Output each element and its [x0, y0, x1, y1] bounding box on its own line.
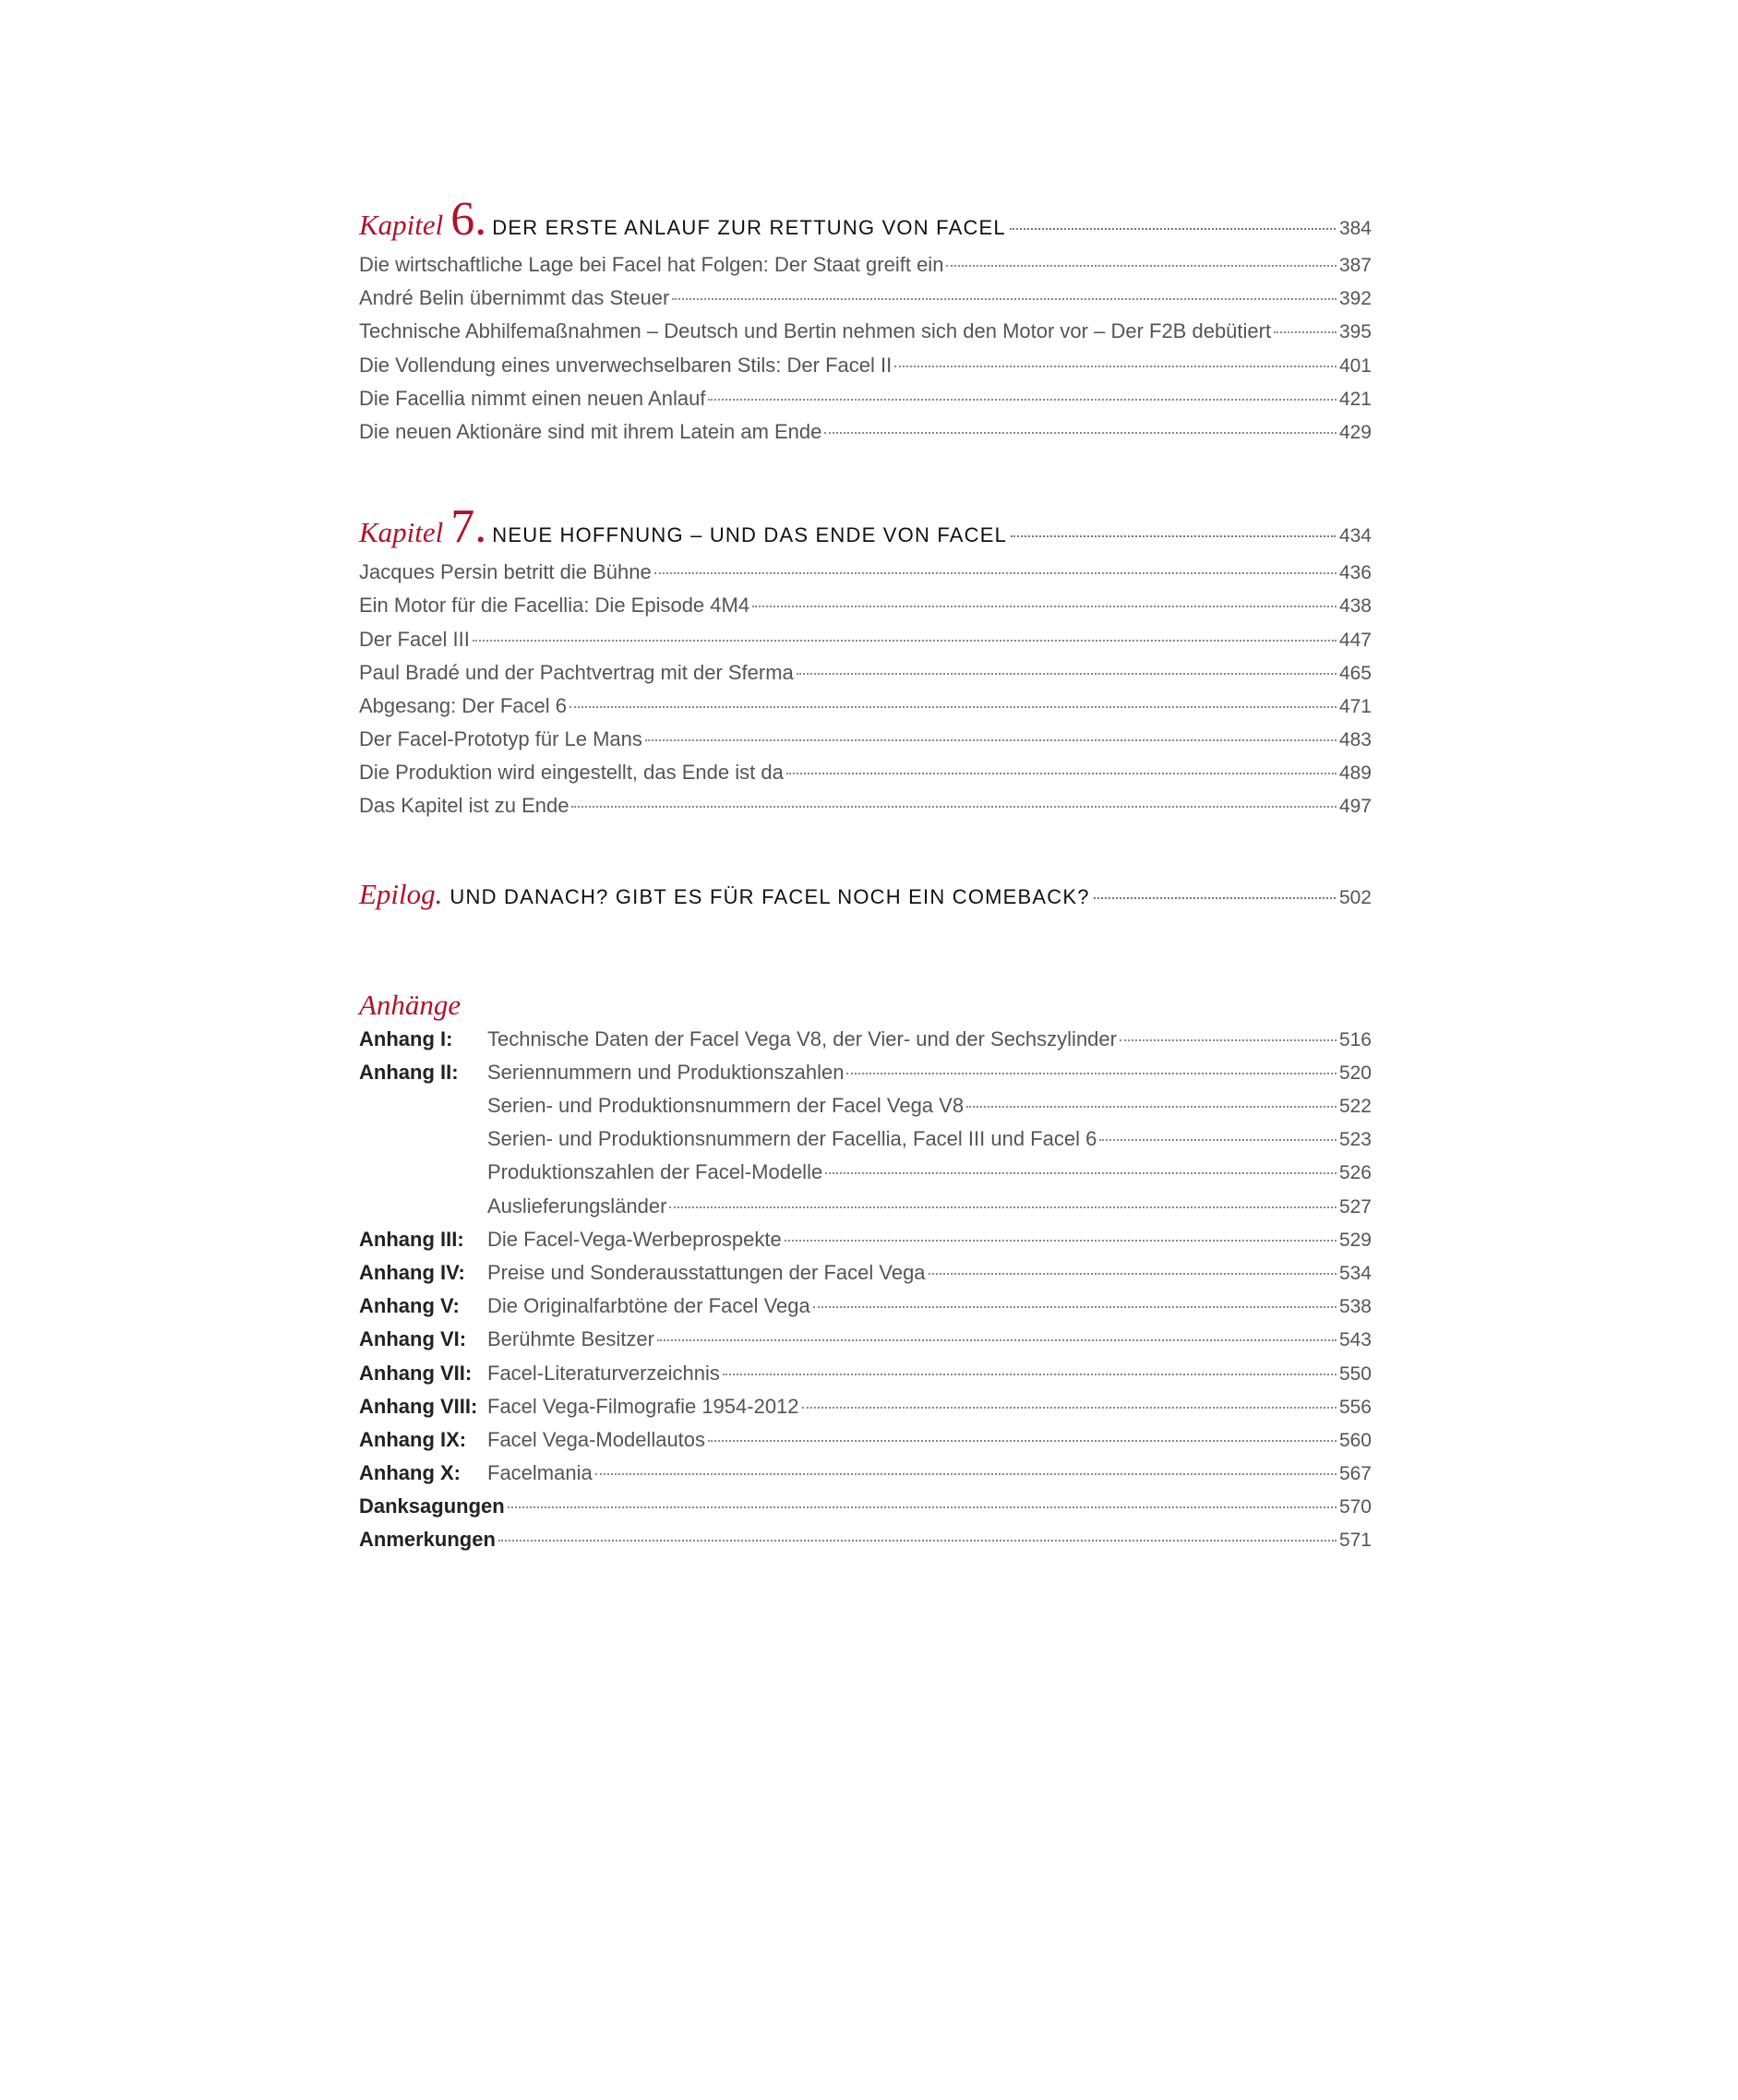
page-number: 489: [1338, 762, 1372, 785]
annex-title: Produktionszahlen der Facel-Modelle: [487, 1160, 823, 1184]
annex-entry[interactable]: [359, 1027, 1372, 1061]
entry-title: Ein Motor für die Facellia: Die Episode 4M4: [359, 594, 750, 618]
spacer: [359, 935, 1372, 983]
dot-leader: [824, 432, 1336, 434]
toc-entry[interactable]: [359, 253, 1372, 286]
annex-entry[interactable]: [359, 1160, 1372, 1194]
annex-title: Die Originalfarbtöne der Facel Vega: [487, 1294, 810, 1318]
page-number: 567: [1338, 1463, 1372, 1485]
annex-entry[interactable]: [359, 1261, 1372, 1294]
entry-title: Die wirtschaftliche Lage bei Facel hat Folgen: Der Staat greift ein: [359, 253, 944, 276]
page-number: 401: [1338, 354, 1372, 377]
annex-label: Anhang VI:: [359, 1327, 467, 1351]
page-number: 522: [1338, 1096, 1372, 1117]
dot-leader: [708, 399, 1336, 401]
page-number: 550: [1338, 1362, 1372, 1385]
entry-title: Danksagungen: [359, 1494, 505, 1518]
dot-leader: [654, 572, 1336, 574]
dot-leader: [508, 1506, 1336, 1508]
page-number: 529: [1338, 1229, 1372, 1251]
annex-title: Auslieferungsländer: [487, 1194, 667, 1218]
page-number: 387: [1338, 255, 1372, 276]
dot-leader: [1011, 535, 1336, 537]
dot-leader: [802, 1407, 1336, 1409]
page-number: 516: [1338, 1028, 1372, 1050]
chapter-number: 7.: [450, 500, 487, 554]
annex-label: Anhang I:: [359, 1026, 453, 1050]
toc-entry[interactable]: [359, 661, 1372, 694]
page-number: 429: [1338, 421, 1372, 443]
annex-entry[interactable]: [359, 1461, 1372, 1494]
chapter-label: Kapitel: [359, 516, 444, 549]
page-number: 384: [1338, 218, 1372, 239]
annex-label: Anhang II:: [359, 1060, 459, 1084]
epilog-heading[interactable]: [359, 878, 1372, 935]
dot-leader: [1099, 1139, 1336, 1141]
toc-entry[interactable]: [359, 319, 1372, 353]
dot-leader: [786, 773, 1336, 774]
dot-leader: [595, 1473, 1336, 1475]
dot-leader: [473, 640, 1336, 642]
page-number: 520: [1338, 1062, 1372, 1084]
toc-entry[interactable]: [359, 594, 1372, 627]
entry-title: Technische Abhilfemaßnahmen – Deutsch und Bertin nehmen sich den Motor vor – Der F2B debütiert: [359, 319, 1272, 343]
toc-entry[interactable]: [359, 761, 1372, 794]
dot-leader: [1274, 331, 1336, 333]
page-number: 571: [1338, 1530, 1372, 1552]
dot-leader: [723, 1374, 1336, 1375]
entry-title: Die neuen Aktionäre sind mit ihrem Latein am Ende: [359, 419, 822, 443]
annex-title: Facel Vega-Filmografie 1954-2012: [487, 1394, 799, 1418]
page-number: 434: [1338, 525, 1372, 547]
dot-leader: [752, 606, 1336, 607]
page-number: 471: [1338, 695, 1372, 717]
toc-entry[interactable]: [359, 354, 1372, 387]
dot-leader: [929, 1273, 1336, 1275]
page-number: 421: [1338, 388, 1372, 410]
dot-leader: [966, 1106, 1336, 1108]
dot-leader: [708, 1440, 1336, 1442]
annex-entry[interactable]: [359, 1228, 1372, 1261]
annex-label: Anhang III:: [359, 1227, 464, 1251]
annex-label: Anhang VIII:: [359, 1394, 478, 1418]
dot-leader: [846, 1073, 1336, 1074]
page-number: 538: [1338, 1296, 1372, 1318]
page-number: 392: [1338, 288, 1372, 310]
dot-leader: [669, 1206, 1336, 1208]
dot-leader: [645, 739, 1336, 741]
dot-leader: [946, 265, 1336, 267]
page-number: 465: [1338, 662, 1372, 684]
dot-leader: [1010, 228, 1336, 230]
dot-leader: [571, 806, 1336, 808]
page-number: 534: [1338, 1262, 1372, 1284]
dot-leader: [797, 673, 1336, 675]
page-number: 556: [1338, 1396, 1372, 1418]
epilog-title: UND DANACH? GIBT ES FÜR FACEL NOCH EIN COMEBACK?: [449, 884, 1090, 908]
annex-title: Facelmania: [487, 1461, 593, 1485]
entry-title: Der Facel III: [359, 627, 470, 651]
annex-entry[interactable]: [359, 1428, 1372, 1461]
chapter-label: Kapitel: [359, 209, 444, 241]
toc-entry[interactable]: [359, 387, 1372, 420]
spacer: [359, 828, 1372, 878]
toc-entry[interactable]: [359, 628, 1372, 661]
toc-entry-anmerkungen[interactable]: [359, 1528, 1372, 1561]
dot-leader: [785, 1240, 1336, 1242]
dot-leader: [825, 1172, 1336, 1174]
dot-leader: [657, 1339, 1336, 1341]
toc-entry[interactable]: [359, 560, 1372, 594]
annex-title: Technische Daten der Facel Vega V8, der Vier- und der Sechszylinder: [487, 1026, 1117, 1050]
entry-title: Das Kapitel ist zu Ende: [359, 794, 569, 818]
annex-title: Seriennummern und Produktionszahlen: [487, 1060, 845, 1084]
dot-leader: [498, 1540, 1336, 1542]
toc-entry[interactable]: [359, 694, 1372, 727]
annex-title: Berühmte Besitzer: [487, 1327, 654, 1351]
annex-heading: Anhänge: [359, 988, 461, 1021]
annex-entry[interactable]: [359, 1194, 1372, 1228]
annex-entry[interactable]: [359, 1362, 1372, 1395]
dot-leader: [813, 1306, 1336, 1308]
toc-entry[interactable]: [359, 727, 1372, 761]
page-number: 543: [1338, 1329, 1372, 1351]
annex-label: Anhang VII:: [359, 1361, 473, 1385]
annex-entry[interactable]: [359, 1061, 1372, 1094]
entry-title: Die Vollendung eines unverwechselbaren Stils: Der Facel II: [359, 353, 893, 377]
page-number: 523: [1338, 1129, 1372, 1151]
dot-leader: [1094, 897, 1336, 899]
annex-label: Anhang IV:: [359, 1260, 465, 1284]
page-number: 447: [1338, 629, 1372, 651]
annex-label: Anhang IX:: [359, 1427, 467, 1451]
annex-title: Facel Vega-Modellautos: [487, 1427, 706, 1451]
annex-entry[interactable]: [359, 1327, 1372, 1361]
toc-entry-danksagungen[interactable]: [359, 1494, 1372, 1528]
chapter-title: NEUE HOFFNUNG – UND DAS ENDE VON FACEL: [492, 523, 1008, 547]
entry-title: André Belin übernimmt das Steuer: [359, 286, 670, 310]
spacer: [359, 453, 1372, 503]
chapter-7-heading[interactable]: [359, 500, 1372, 560]
annex-title: Serien- und Produktionsnummern der Facel Vega V8: [487, 1094, 965, 1117]
annex-label: Anhang V:: [359, 1294, 460, 1318]
table-of-contents: [359, 193, 1372, 1562]
annex-title: Facel-Literaturverzeichnis: [487, 1361, 720, 1385]
chapter-6-heading[interactable]: [359, 193, 1372, 253]
toc-entry[interactable]: [359, 286, 1372, 319]
entry-title: Die Facellia nimmt einen neuen Anlauf: [359, 386, 706, 410]
annex-title: Die Facel-Vega-Werbeprospekte: [487, 1227, 782, 1251]
annex-title: Serien- und Produktionsnummern der Facellia, Facel III und Facel 6: [487, 1127, 1097, 1151]
annex-entry[interactable]: [359, 1294, 1372, 1327]
annex-label: Anhang X:: [359, 1461, 461, 1485]
page-number: 436: [1338, 562, 1372, 584]
toc-entry[interactable]: [359, 420, 1372, 453]
page-number: 526: [1338, 1162, 1372, 1184]
annex-entry[interactable]: [359, 1127, 1372, 1160]
dot-leader: [569, 706, 1336, 708]
entry-title: Jacques Persin betritt die Bühne: [359, 560, 652, 584]
entry-title: Anmerkungen: [359, 1528, 496, 1552]
page-number: 570: [1338, 1496, 1372, 1518]
entry-title: Der Facel-Prototyp für Le Mans: [359, 727, 642, 751]
annex-entry[interactable]: [359, 1094, 1372, 1127]
toc-entry[interactable]: [359, 794, 1372, 827]
page-number: 483: [1338, 729, 1372, 751]
chapter-number: 6.: [450, 193, 487, 246]
chapter-title: DER ERSTE ANLAUF ZUR RETTUNG VON FACEL: [492, 216, 1006, 239]
annex-title: Preise und Sonderausstattungen der Facel Vega: [487, 1260, 926, 1284]
dot-leader: [1120, 1039, 1336, 1041]
entry-title: Abgesang: Der Facel 6: [359, 693, 568, 717]
page-number: 560: [1338, 1429, 1372, 1451]
page-number: 527: [1338, 1195, 1372, 1218]
entry-title: Paul Bradé und der Pachtvertrag mit der Sferma: [359, 660, 794, 684]
page-number: 502: [1338, 886, 1372, 908]
dot-leader: [672, 298, 1336, 300]
page-number: 438: [1338, 595, 1372, 618]
dot-leader: [894, 366, 1336, 367]
page-number: 497: [1338, 796, 1372, 818]
entry-title: Die Produktion wird eingestellt, das Ende ist da: [359, 761, 784, 785]
page-number: 395: [1338, 321, 1372, 343]
annex-entry[interactable]: [359, 1395, 1372, 1428]
epilog-label: Epilog.: [359, 877, 443, 910]
